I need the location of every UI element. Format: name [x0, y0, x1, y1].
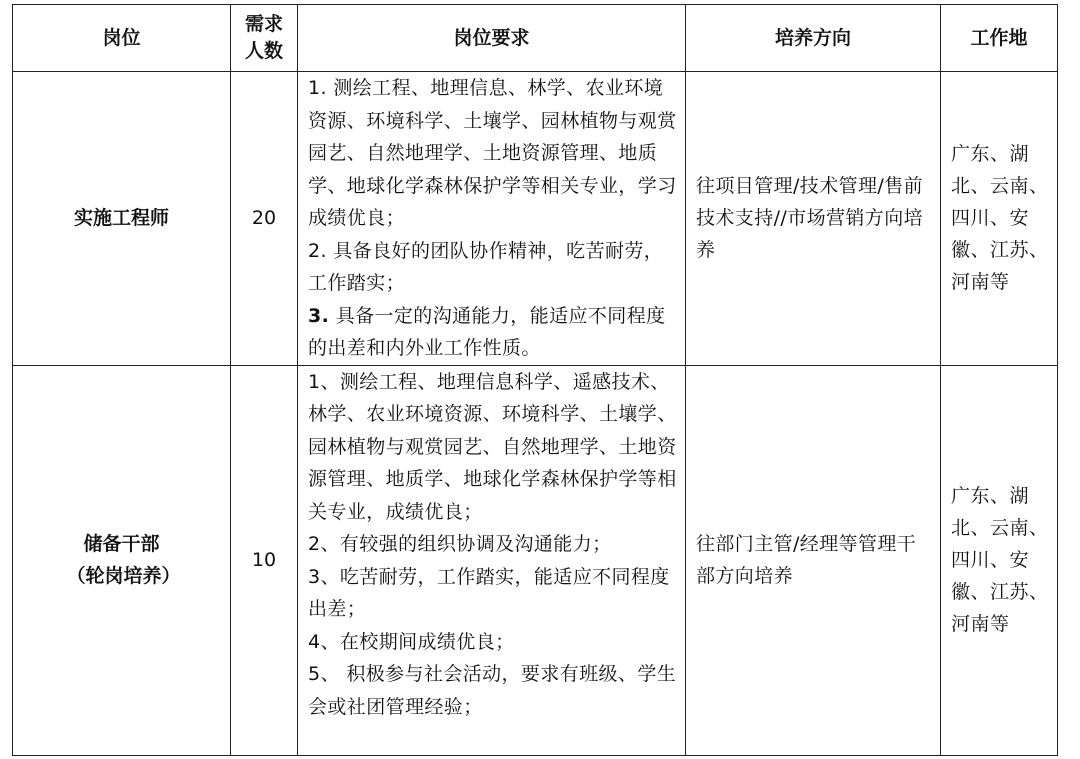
- row-2-requirements: [298, 365, 686, 756]
- row-2-req-5: 5、 积极参与社会活动，要求有班级、学生会或社团管理经验；: [308, 663, 677, 718]
- header-direction: 培养方向: [686, 5, 941, 72]
- row-1-location: 广东、湖北、云南、四川、安徽、江苏、河南等: [941, 72, 1058, 366]
- row-1-count: 20: [231, 72, 298, 366]
- row-1-position: 实施工程师: [13, 72, 231, 366]
- row-2-count: 10: [231, 365, 298, 756]
- header-count: [231, 5, 298, 72]
- row-1-req-3-number: 3.: [308, 304, 330, 327]
- table-row: [13, 72, 1058, 366]
- row-2-req-3: 3、吃苦耐劳，工作踏实，能适应不同程度出差；: [308, 565, 670, 620]
- row-1-direction: 往项目管理/技术管理/售前技术支持//市场营销方向培养: [686, 72, 941, 366]
- row-1-req-1: 1. 测绘工程、地理信息、林学、农业环境资源、环境科学、土壤学、园林植物与观赏园艺、自然地理学、土地资源管理、地质学、地球化学森林保护学等相关专业，学习成绩优良；: [308, 77, 677, 229]
- row-1-requirements: [298, 72, 686, 366]
- row-2-direction: 往部门主管/经理等管理干部方向培养: [686, 365, 941, 756]
- row-1-req-3: 3. 具备一定的沟通能力，能适应不同程度的出差和内外业工作性质。: [308, 304, 666, 359]
- row-2-req-2: 2、有较强的组织协调及沟通能力；: [308, 533, 612, 555]
- row-2-position-text: 储备干部（轮岗培养）: [66, 533, 181, 588]
- job-table-container: [12, 4, 1058, 756]
- row-2-req-1: 1、测绘工程、地理信息科学、遥感技术、林学、农业环境资源、环境科学、土壤学、园林植物与观赏园艺、自然地理学、土地资源管理、地质学、地球化学森林保护学等相关专业，成绩优良；: [308, 370, 677, 523]
- header-row: [13, 5, 1058, 72]
- row-2-req-4: 4、在校期间成绩优良；: [308, 630, 515, 653]
- row-2-position: [13, 365, 231, 756]
- row-2-location: 广东、湖北、云南、四川、安徽、江苏、河南等: [941, 365, 1058, 756]
- header-count-text: 需求人数: [244, 13, 283, 62]
- header-location: 工作地: [941, 5, 1058, 72]
- table-row: [13, 365, 1058, 756]
- job-table: [12, 4, 1058, 756]
- row-2-req-spacer: [308, 723, 677, 755]
- row-1-req-2: 2. 具备良好的团队协作精神，吃苦耐劳，工作踏实；: [308, 239, 664, 294]
- header-position: 岗位: [13, 5, 231, 72]
- header-requirements: 岗位要求: [298, 5, 686, 72]
